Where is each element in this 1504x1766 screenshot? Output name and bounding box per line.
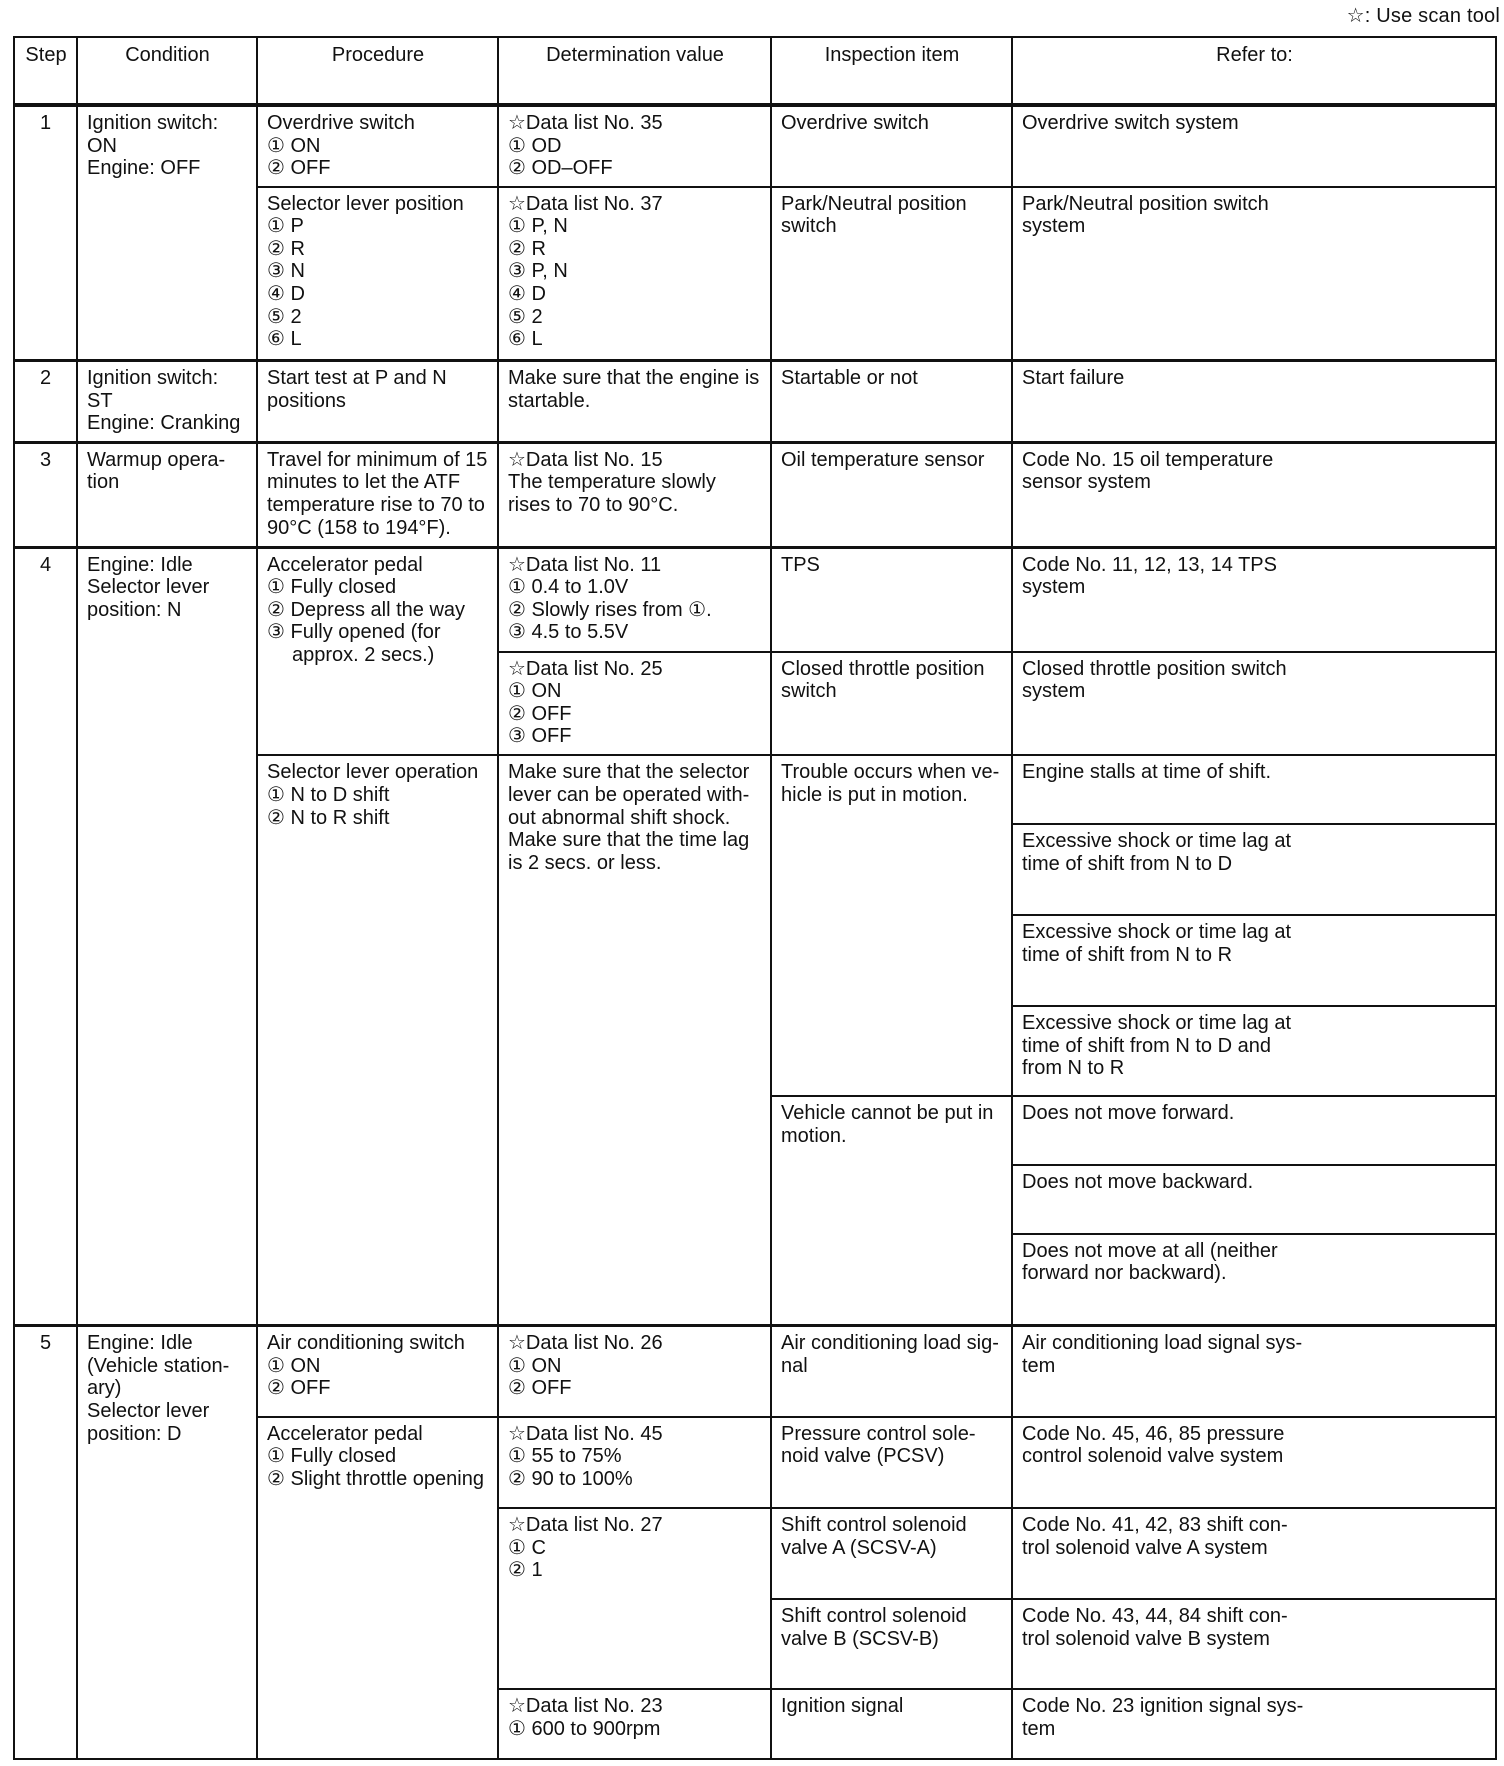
inspection-cell: Air conditioning load sig- nal [771, 1326, 1012, 1417]
condition-cell: Engine: Idle (Vehicle station- ary) Selector lever position: D [77, 1326, 257, 1759]
scan-tool-note: ☆: Use scan tool [1346, 5, 1500, 27]
inspection-cell: Startable or not [771, 360, 1012, 442]
refer-cell: Park/Neutral position switch system [1012, 187, 1496, 361]
inspection-cell: Vehicle cannot be put in motion. [771, 1096, 1012, 1325]
header-refer: Refer to: [1012, 37, 1496, 105]
header-inspection: Inspection item [771, 37, 1012, 105]
procedure-cell: Selector lever operation ① N to D shift ② N to R shift [257, 755, 498, 1325]
refer-cell: Excessive shock or time lag at time of shift from N to R [1012, 915, 1496, 1006]
determination-cell: ☆Data list No. 45 ① 55 to 75% ② 90 to 100% [498, 1417, 771, 1508]
step-cell: 4 [14, 547, 77, 1326]
determination-cell: ☆Data list No. 23 ① 600 to 900rpm [498, 1689, 771, 1759]
refer-cell: Excessive shock or time lag at time of shift from N to D [1012, 824, 1496, 915]
step-cell: 3 [14, 442, 77, 547]
refer-cell: Overdrive switch system [1012, 105, 1496, 187]
inspection-cell: Shift control solenoid valve A (SCSV-A) [771, 1508, 1012, 1599]
determination-cell: ☆Data list No. 11 ① 0.4 to 1.0V ② Slowly rises from ①. ③ 4.5 to 5.5V [498, 547, 771, 651]
step-cell: 1 [14, 105, 77, 360]
inspection-table [13, 36, 1497, 1760]
table-row [14, 360, 1496, 442]
inspection-cell: Trouble occurs when ve- hicle is put in motion. [771, 755, 1012, 1096]
procedure-cell: Overdrive switch ① ON ② OFF [257, 105, 498, 187]
procedure-cell: Accelerator pedal ① Fully closed ② Slight throttle opening [257, 1417, 498, 1759]
header-condition: Condition [77, 37, 257, 105]
header-determination: Determination value [498, 37, 771, 105]
refer-cell: Does not move forward. [1012, 1096, 1496, 1165]
table-row [14, 1326, 1496, 1417]
refer-cell: Does not move backward. [1012, 1165, 1496, 1234]
step-cell: 2 [14, 360, 77, 442]
inspection-cell: Oil temperature sensor [771, 442, 1012, 547]
inspection-cell: Pressure control sole- noid valve (PCSV) [771, 1417, 1012, 1508]
procedure-cell: Start test at P and N positions [257, 360, 498, 442]
procedure-cell: Travel for minimum of 15 minutes to let the ATF temperature rise to 70 to 90°C (158 to 194°F). [257, 442, 498, 547]
determination-cell: ☆Data list No. 27 ① C ② 1 [498, 1508, 771, 1689]
header-procedure: Procedure [257, 37, 498, 105]
determination-cell: ☆Data list No. 37 ① P, N ② R ③ P, N ④ D ⑤ 2 ⑥ L [498, 187, 771, 361]
header-row [14, 37, 1496, 105]
refer-cell: Code No. 41, 42, 83 shift con- trol solenoid valve A system [1012, 1508, 1496, 1599]
step-cell: 5 [14, 1326, 77, 1759]
condition-cell: Warmup opera- tion [77, 442, 257, 547]
table-row [14, 547, 1496, 651]
condition-cell: Ignition switch: ST Engine: Cranking [77, 360, 257, 442]
refer-cell: Air conditioning load signal sys- tem [1012, 1326, 1496, 1417]
inspection-cell: Overdrive switch [771, 105, 1012, 187]
inspection-cell: Shift control solenoid valve B (SCSV-B) [771, 1599, 1012, 1689]
refer-cell: Closed throttle position switch system [1012, 652, 1496, 756]
determination-cell: ☆Data list No. 25 ① ON ② OFF ③ OFF [498, 652, 771, 756]
inspection-cell: Ignition signal [771, 1689, 1012, 1759]
refer-cell: Excessive shock or time lag at time of shift from N to D and from N to R [1012, 1006, 1496, 1096]
determination-cell: ☆Data list No. 26 ① ON ② OFF [498, 1326, 771, 1417]
determination-cell: Make sure that the engine is startable. [498, 360, 771, 442]
refer-cell: Code No. 11, 12, 13, 14 TPS system [1012, 547, 1496, 651]
refer-cell: Does not move at all (neither forward nor backward). [1012, 1234, 1496, 1326]
determination-cell: ☆Data list No. 35 ① OD ② OD–OFF [498, 105, 771, 187]
refer-cell: Code No. 43, 44, 84 shift con- trol solenoid valve B system [1012, 1599, 1496, 1689]
table-row [14, 442, 1496, 547]
header-step: Step [14, 37, 77, 105]
inspection-cell: TPS [771, 547, 1012, 651]
inspection-cell: Park/Neutral position switch [771, 187, 1012, 361]
determination-cell: Make sure that the selector lever can be operated with- out abnormal shift shock. Make sure that the time lag is 2 secs. or less. [498, 755, 771, 1325]
determination-cell: ☆Data list No. 15 The temperature slowly rises to 70 to 90°C. [498, 442, 771, 547]
refer-cell: Start failure [1012, 360, 1496, 442]
procedure-cell: Selector lever position ① P ② R ③ N ④ D ⑤ 2 ⑥ L [257, 187, 498, 361]
inspection-cell: Closed throttle position switch [771, 652, 1012, 756]
refer-cell: Code No. 45, 46, 85 pressure control solenoid valve system [1012, 1417, 1496, 1508]
refer-cell: Code No. 15 oil temperature sensor system [1012, 442, 1496, 547]
table-row [14, 105, 1496, 187]
condition-cell: Ignition switch: ON Engine: OFF [77, 105, 257, 360]
procedure-cell: Air conditioning switch ① ON ② OFF [257, 1326, 498, 1417]
refer-cell: Code No. 23 ignition signal sys- tem [1012, 1689, 1496, 1759]
refer-cell: Engine stalls at time of shift. [1012, 755, 1496, 824]
procedure-cell: Accelerator pedal ① Fully closed ② Depress all the way ③ Fully opened (for approx. 2 secs.) [257, 547, 498, 755]
condition-cell: Engine: Idle Selector lever position: N [77, 547, 257, 1326]
